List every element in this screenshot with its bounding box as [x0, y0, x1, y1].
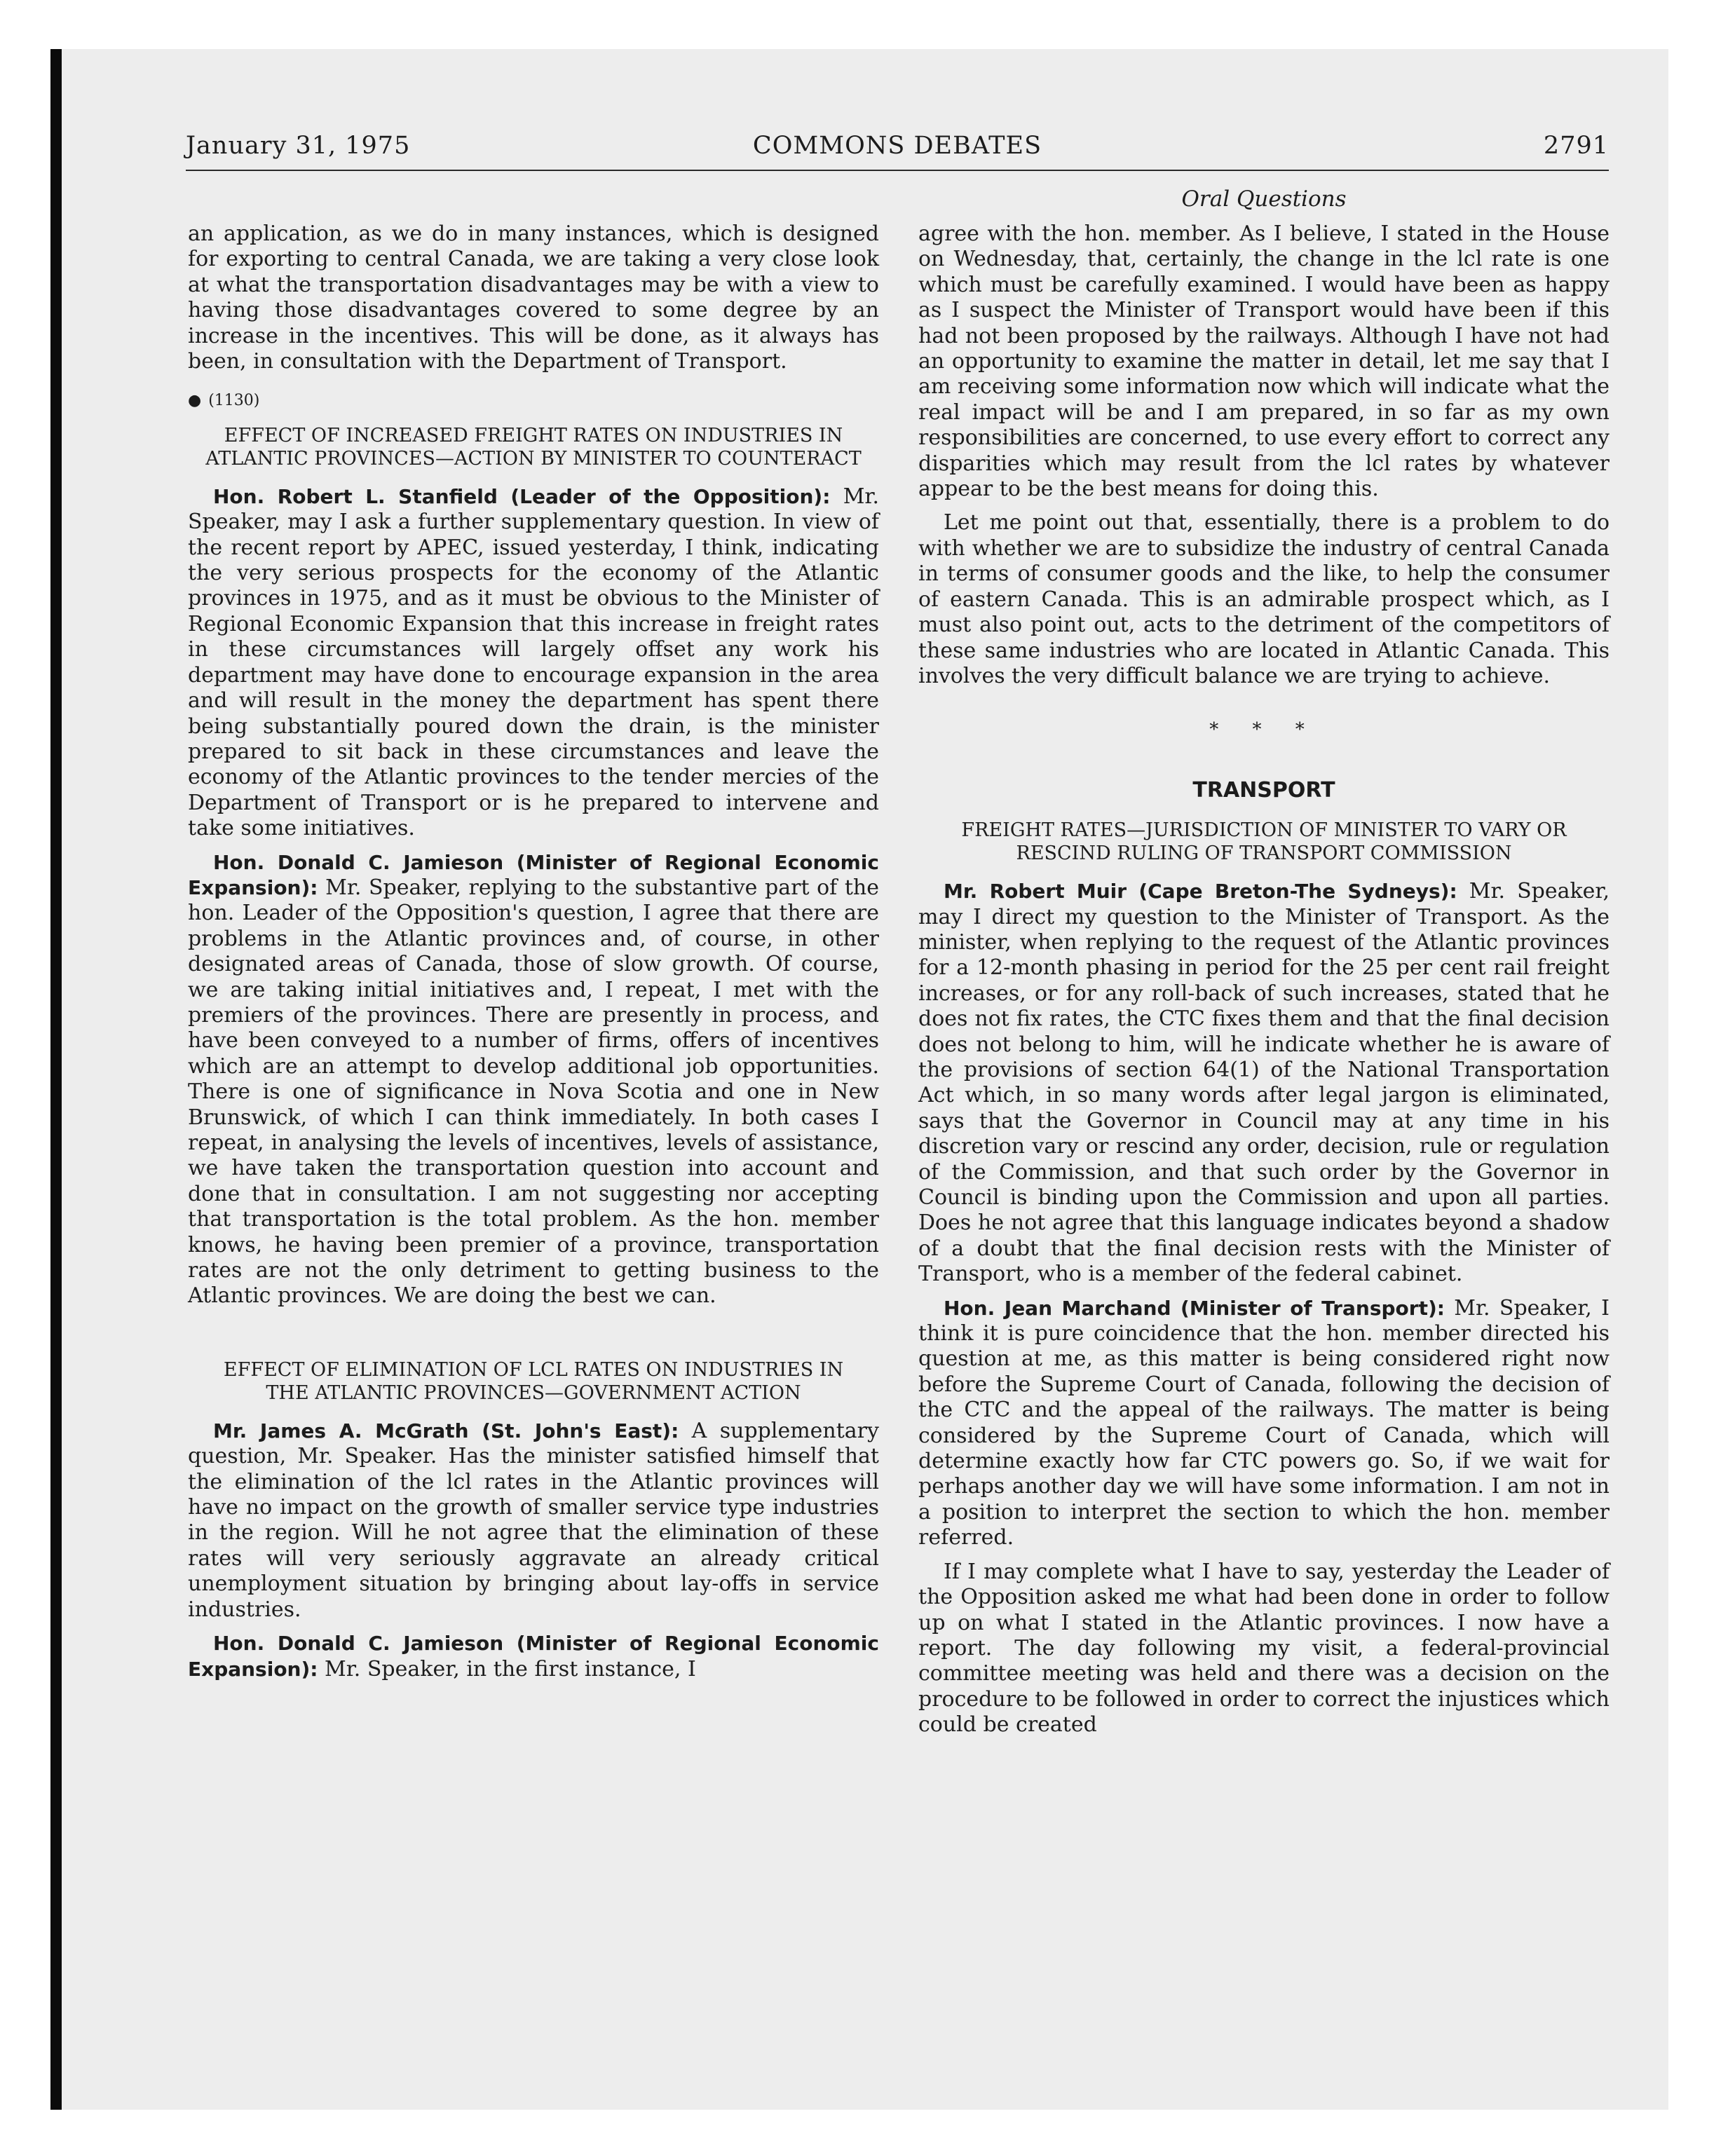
speaker-name: Mr. Robert Muir (Cape Breton-The Sydneys):: [944, 880, 1457, 903]
header-page-number: 2791: [1543, 132, 1609, 160]
left-column: [188, 221, 879, 1682]
speech-jamieson-1: [188, 850, 879, 1309]
header-title: COMMONS DEBATES: [752, 132, 1042, 160]
speaker-name: Hon. Donald C. Jamieson (Minister of Regional Economic Expansion):: [188, 850, 879, 899]
section-heading-2: EFFECT OF ELIMINATION OF LCL RATES ON INDUSTRIES IN THE ATLANTIC PROVINCES—GOVERNMENT ACTION: [223, 1358, 844, 1404]
right-paragraph-2: Let me point out that, essentially, there is a problem to do with whether we are to subsidize the industry of central Canada in terms of consumer goods and the like, to help the consumer of eastern Canada. This is an admirable prospect which, as I must also point out, acts to the detriment of the competitors of these same industries who are located in Atlantic Canada. This involves the very difficult balance we are trying to achieve.: [918, 510, 1610, 688]
running-head: Oral Questions: [1181, 186, 1347, 212]
section-heading-3: FREIGHT RATES—JURISDICTION OF MINISTER TO VARY OR RESCIND RULING OF TRANSPORT COMMISSION: [961, 819, 1567, 865]
speech-mcgrath: [188, 1419, 879, 1623]
speech-stanfield: [188, 484, 879, 842]
timestamp-text: (1130): [208, 392, 260, 410]
speaker-name: Mr. James A. McGrath (St. John's East):: [213, 1419, 679, 1442]
section-title-transport: TRANSPORT: [1192, 777, 1335, 803]
header-date: January 31, 1975: [186, 132, 411, 160]
right-paragraph-7: If I may complete what I have to say, yesterday the Leader of the Opposition asked me what had been done in order to follow up on what I stated in the Atlantic provinces. I now have a report. The day following my visit, a federal-provincial committee meeting was held and there was a decision on the procedure to be followed in order to correct the injustices which could be created: [918, 1559, 1610, 1738]
speech-text: Mr. Speaker, replying to the substantive part of the hon. Leader of the Opposition's question, I agree that there are problems in the Atlantic provinces and, of course, in other designated areas of Canada, those of slow growth. Of course, we are taking initial initiatives and, I repeat, I met with the premiers of the provinces. There are presently in process, and have been conveyed to a number of firms, offers of incentives which are an attempt to develop additional job opportunities. There is one of significance in Nova Scotia and one in New Brunswick, of which I can think immediately. In both cases I repeat, in analysing the levels of incentives, levels of assistance, we have taken the transportation question into account and done that in consultation. I am not suggesting nor accepting that transportation is the total problem. As the hon. member knows, he having been premier of a province, transportation rates are not the only detriment to getting business to the Atlantic provinces. We are doing the best we can.: [188, 875, 880, 1309]
section-heading-1: EFFECT OF INCREASED FREIGHT RATES ON INDUSTRIES IN ATLANTIC PROVINCES—ACTION BY MINISTER TO COUNTERACT: [205, 424, 862, 470]
timestamp: [188, 388, 879, 414]
speech-text: A supplementary question, Mr. Speaker. Has the minister satisfied himself that the elimination of the lcl rates in the Atlantic provinces will have no impact on the growth of smaller service type industries in the region. Will he not agree that the elimination of these rates will very seriously aggravate an already critical unemployment situation by bringing about lay-offs in service industries.: [188, 1418, 879, 1622]
section-separator: * * *: [1209, 719, 1319, 741]
speech-text: Mr. Speaker, in the first instance, I: [325, 1656, 696, 1681]
right-paragraph-1: agree with the hon. member. As I believe, I stated in the House on Wednesday, that, certainly, the change in the lcl rate is one which must be carefully examined. I would have been as happy as I suspect the Minister of Transport would have been if this had not been proposed by the railways. Although I have not had an opportunity to examine the matter in detail, let me say that I am receiving some information now which will indicate what the real impact will be and I am prepared, in so far as my own responsibilities are concerned, to use every effort to correct any disparities which may result from the lcl rates by whatever appear to be the best means for doing this.: [918, 221, 1610, 502]
speaker-name: Hon. Donald C. Jamieson (Minister of Regional Economic Expansion):: [188, 1632, 879, 1681]
speech-jamieson-2: [188, 1631, 879, 1682]
speech-text: Mr. Speaker, I think it is pure coincidence that the hon. member directed his question at me, as this matter is being considered right now before the Supreme Court of Canada, following the decision of the CTC and the appeal of the railways. The matter is being considered by the Supreme Court of Canada, which will determine exactly how far CTC powers go. So, if we wait for perhaps another day we will have some information. I am not in a position to interpret the section to which the hon. member referred.: [918, 1295, 1610, 1550]
page-header: [186, 132, 1609, 171]
scan-edge: [50, 49, 62, 2110]
speech-muir: [918, 879, 1610, 1288]
left-paragraph-1: an application, as we do in many instances, which is designed for exporting to central Canada, we are taking a very close look at what the transportation disadvantages may be with a view to having those disadvantages covered to some degree by an increase in the incentives. This will be done, as it always has been, in consultation with the Department of Transport.: [188, 221, 879, 374]
bullet-icon: ●: [188, 392, 202, 410]
speech-marchand: [918, 1296, 1610, 1551]
speech-text: Mr. Speaker, may I ask a further supplementary question. In view of the recent report by APEC, issued yesterday, I think, indicating the very serious prospects for the economy of the Atlantic provinces in 1975, and as it must be obvious to the Minister of Regional Economic Expansion that this increase in freight rates in these circumstances will largely offset any work his department may have done to encourage expansion in the area and will result in the money the department has spent there being substantially poured down the drain, is the minister prepared to sit back in these circumstances and leave the economy of the Atlantic provinces to the tender mercies of the Department of Transport or is he prepared to intervene and take some initiatives.: [188, 484, 879, 841]
speaker-name: Hon. Jean Marchand (Minister of Transport):: [944, 1296, 1445, 1320]
speaker-name: Hon. Robert L. Stanfield (Leader of the Opposition):: [213, 484, 831, 508]
right-column: [918, 186, 1610, 1738]
speech-text: Mr. Speaker, may I direct my question to the Minister of Transport. As the minister, when replying to the request of the Atlantic provinces for a 12-month phasing in period for the 25 per cent rail freight increases, or for any roll-back of such increases, stated that he does not fix rates, the CTC fixes them and that the final decision does not belong to him, will he indicate whether he is aware of the provisions of section 64(1) of the National Transportation Act which, in so many words after legal jargon is eliminated, says that the Governor in Council may at any time in his discretion vary or rescind any order, decision, rule or regulation of the Commission, and that such order by the Governor in Council is binding upon the Commission and upon all parties. Does he not agree that this language indicates beyond a shadow of a doubt that the final decision rests with the Minister of Transport, who is a member of the federal cabinet.: [918, 879, 1610, 1287]
